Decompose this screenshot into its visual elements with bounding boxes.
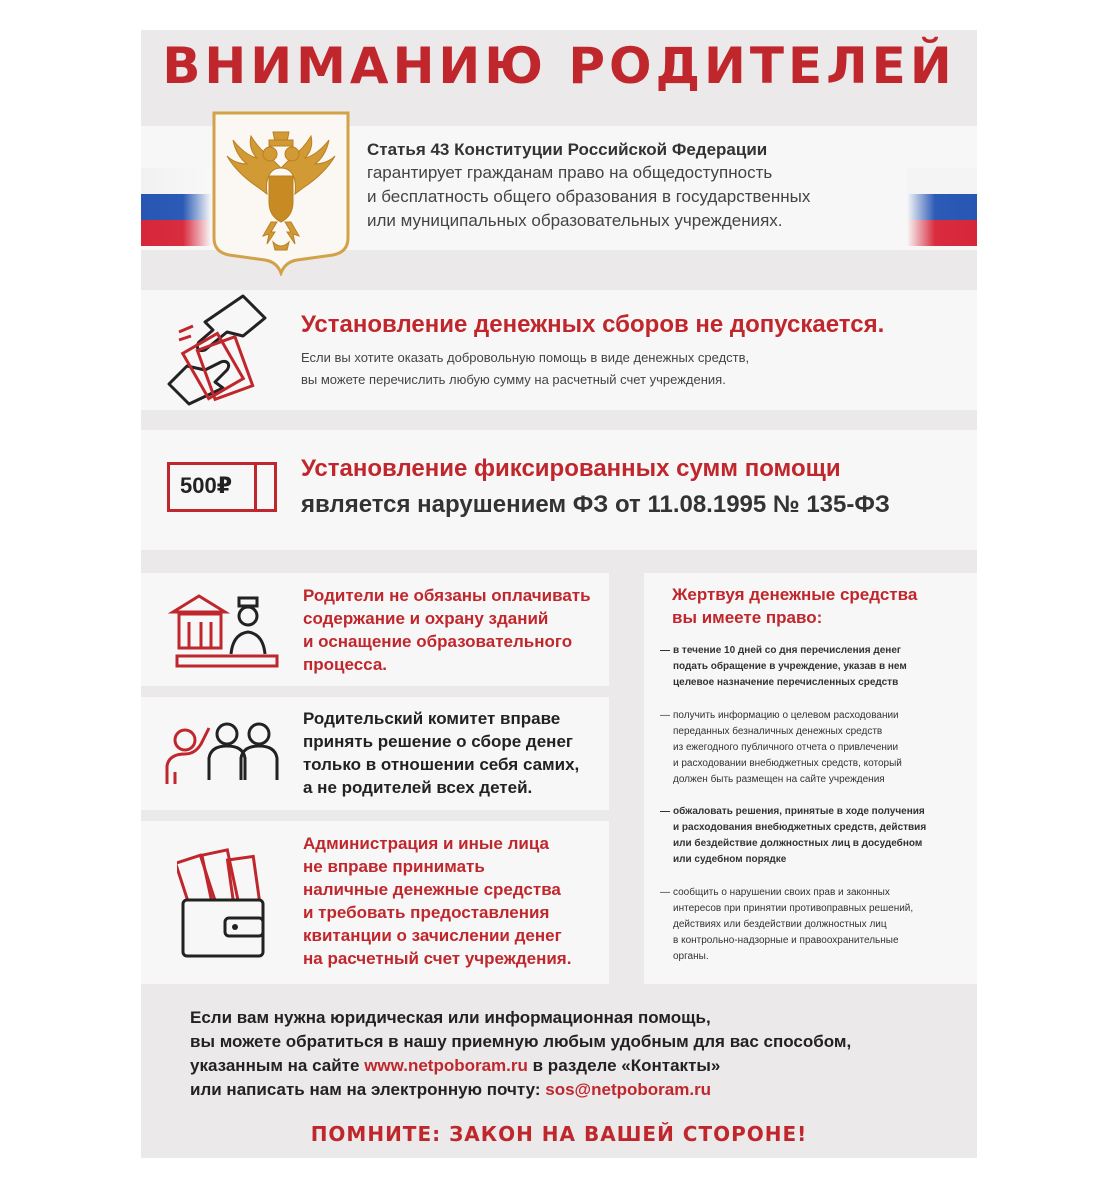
help-line-4-start: или написать нам на электронную почту: — [190, 1080, 546, 1099]
article-line-3: или муниципальных образовательных учреждениях. — [367, 211, 783, 230]
parents-line-2: содержание и охрану зданий — [303, 609, 549, 628]
site-link[interactable]: www.netpoboram.ru — [364, 1056, 528, 1075]
help-line-4 — [190, 1078, 711, 1102]
poster — [141, 30, 977, 1158]
rights-item-1-line-2: подать обращение в учреждение, указав в нем — [673, 661, 907, 672]
building-guard-icon — [167, 592, 279, 670]
admin-line-3: наличные денежные средства — [303, 880, 561, 899]
help-line-3-end: в разделе «Контакты» — [527, 1056, 721, 1075]
people-icon — [163, 720, 283, 790]
parents-line-1: Родители не обязаны оплачивать — [303, 586, 591, 605]
parents-line-3: и оснащение образовательного — [303, 632, 573, 651]
admin-line-1: Администрация и иные лица — [303, 834, 549, 853]
help-line-3-start: указанным на сайте — [190, 1056, 365, 1075]
article-line-2: и бесплатность общего образования в государственных — [367, 187, 811, 206]
rights-item-4-line-4: в контрольно-надзорные и правоохранительные — [673, 935, 899, 946]
rights-item-2: — получить информацию о целевом расходовании переданных безналичных денежных средств из ежегодного публичного отчета о привлечении и расходовании внебюджетных средств, который должен быть размещен на сайте учреждения — [660, 708, 960, 788]
rights-item-1: — в течение 10 дней со дня перечисления денег подать обращение в учреждение, указав в нем целевое назначение перечисленных средств — [660, 643, 960, 691]
admin-line-2: не вправе принимать — [303, 857, 485, 876]
hands-money-icon — [165, 292, 275, 408]
flag-right — [907, 168, 977, 246]
article-line-1: гарантирует гражданам право на общедоступность — [367, 163, 773, 182]
rights-item-2-line-2: переданных безналичных денежных средств — [673, 726, 883, 737]
committee-line-1: Родительский комитет вправе — [303, 709, 561, 728]
banknote-stripe — [254, 465, 257, 509]
rights-item-4-line-2: интересов при принятии противоправных решений, — [673, 903, 914, 914]
rights-item-2-line-4: и расходовании внебюджетных средств, который — [673, 758, 902, 769]
admin-line-4: и требовать предоставления — [303, 903, 550, 922]
rights-item-2-line-1: получить информацию о целевом расходовании — [673, 710, 899, 721]
rights-item-2-line-5: должен быть размещен на сайте учреждения — [673, 774, 885, 785]
parents-line-4: процесса. — [303, 655, 388, 674]
banknote-label: 500₽ — [180, 473, 233, 498]
rights-item-2-line-3: из ежегодного публичного отчета о привлечении — [673, 742, 899, 753]
help-line-2: вы можете обратиться в нашу приемную любым удобным для вас способом, — [190, 1032, 852, 1051]
admin-line-6: на расчетный счет учреждения. — [303, 949, 572, 968]
email-link[interactable]: sos@netpoboram.ru — [545, 1080, 712, 1099]
rights-title-2: вы имеете право: — [672, 608, 823, 627]
rights-item-4-line-1: сообщить о нарушении своих прав и законных — [673, 887, 890, 898]
help-line-3 — [190, 1054, 720, 1078]
rights-item-1-line-1: в течение 10 дней со дня перечисления денег — [673, 645, 902, 656]
wallet-money-icon — [177, 838, 277, 960]
committee-line-4: а не родителей всех детей. — [303, 778, 533, 797]
help-line-1: Если вам нужна юридическая или информационная помощь, — [190, 1008, 711, 1027]
flag-left — [141, 168, 211, 246]
fees-line-2: вы можете перечислить любую сумму на расчетный счет учреждения. — [301, 372, 726, 387]
banknote-icon — [167, 462, 277, 512]
rights-panel — [644, 573, 977, 984]
rights-item-4-line-3: действиях или бездействии должностных лиц — [673, 919, 887, 930]
fixed-heading-red: Установление фиксированных сумм помощи — [301, 455, 841, 482]
rights-item-1-line-3: целевое назначение перечисленных средств — [673, 677, 899, 688]
fixed-heading-dark: является нарушением ФЗ от 11.08.1995 № 135-ФЗ — [301, 491, 890, 518]
coat-of-arms-icon — [211, 110, 351, 276]
rights-title-1: Жертвуя денежные средства — [672, 585, 918, 604]
motto: ПОМНИТЕ: ЗАКОН НА ВАШЕЙ СТОРОНЕ! — [310, 1122, 808, 1146]
rights-item-3-line-4: или судебном порядке — [673, 854, 787, 865]
fees-heading: Установление денежных сборов не допускается. — [301, 311, 885, 338]
poster-title: ВНИМАНИЮ РОДИТЕЛЕЙ — [162, 37, 956, 95]
admin-line-5: квитанции о зачислении денег — [303, 926, 562, 945]
rights-item-3: — обжаловать решения, принятые в ходе получения и расходования внебюджетных средств, действия или бездействие должностных лиц в досудебном или судебном порядке — [660, 804, 960, 868]
article-title: Статья 43 Конституции Российской Федерации — [367, 140, 768, 159]
rights-item-3-line-2: и расходования внебюджетных средств, действия — [673, 822, 927, 833]
fees-line-1: Если вы хотите оказать добровольную помощь в виде денежных средств, — [301, 350, 750, 365]
rights-item-4: — сообщить о нарушении своих прав и законных интересов при принятии противоправных решений, действиях или бездействии должностных лиц в контрольно-надзорные и правоохранительные органы. — [660, 885, 960, 965]
rights-item-4-line-5: органы. — [673, 951, 709, 962]
committee-line-3: только в отношении себя самих, — [303, 755, 580, 774]
rights-item-3-line-3: или бездействие должностных лиц в досудебном — [673, 838, 923, 849]
committee-line-2: принять решение о сборе денег — [303, 732, 573, 751]
rights-item-3-line-1: обжаловать решения, принятые в ходе получения — [673, 806, 925, 817]
